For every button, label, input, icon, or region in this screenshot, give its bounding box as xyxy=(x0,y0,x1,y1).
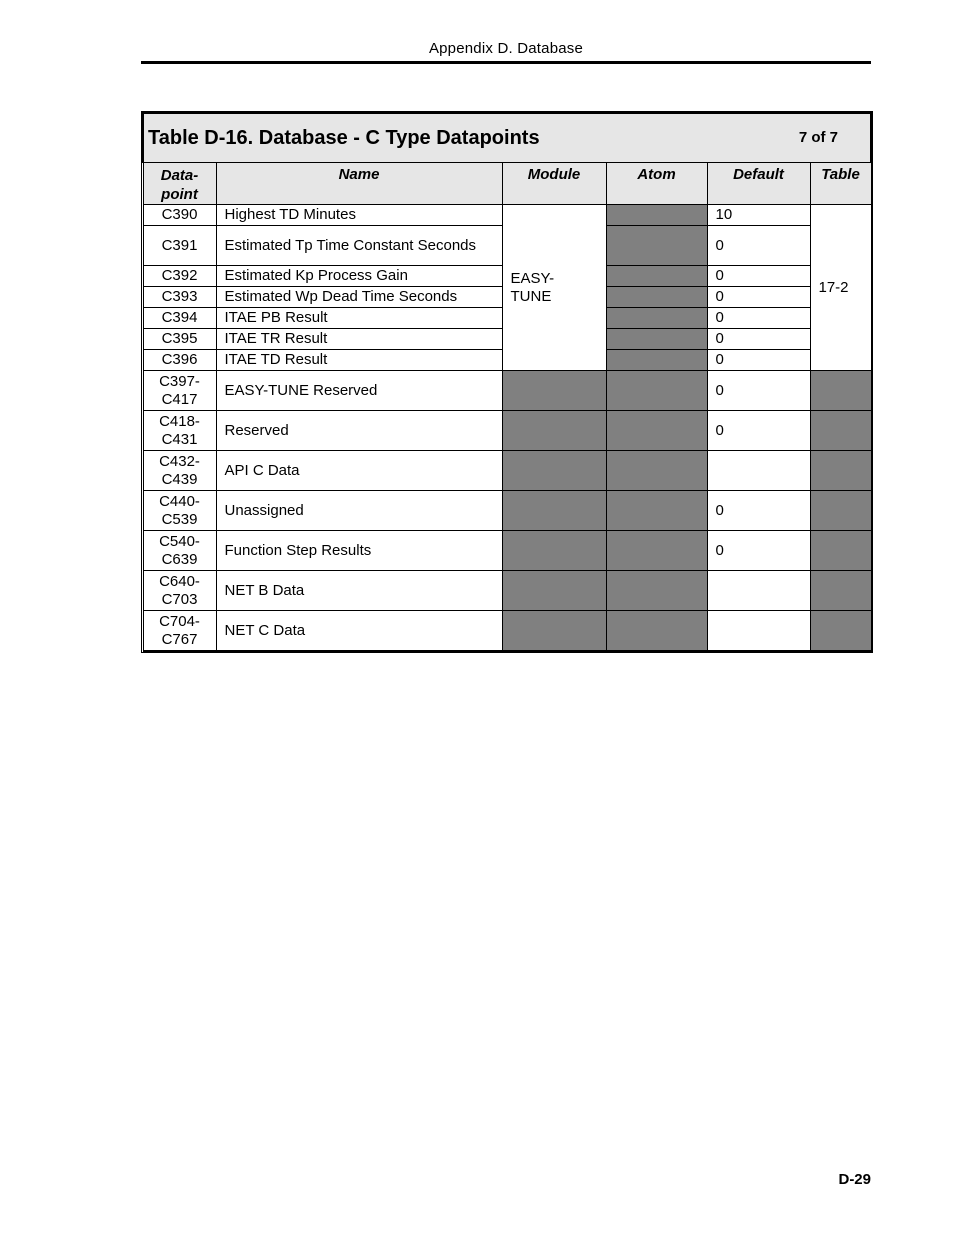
table-cell-shaded xyxy=(810,531,871,571)
name-cell: EASY-TUNE Reserved xyxy=(216,371,502,411)
name-cell: Estimated Kp Process Gain xyxy=(216,266,502,287)
name-cell: Estimated Tp Time Constant Seconds xyxy=(216,226,502,266)
default-cell: 0 xyxy=(707,371,810,411)
name-cell: Reserved xyxy=(216,411,502,451)
datapoint-cell: C394 xyxy=(143,308,216,329)
header-atom: Atom xyxy=(606,163,707,205)
default-cell: 0 xyxy=(707,411,810,451)
datapoint-cell: C540- C639 xyxy=(143,531,216,571)
atom-cell-shaded xyxy=(606,451,707,491)
table-cell-shaded xyxy=(810,371,871,411)
default-cell xyxy=(707,611,810,652)
datapoint-cell: C640- C703 xyxy=(143,571,216,611)
table-row xyxy=(143,491,871,531)
name-cell: API C Data xyxy=(216,451,502,491)
header-datapoint: Data- point xyxy=(143,163,216,205)
atom-cell-shaded xyxy=(606,329,707,350)
datapoint-cell: C704- C767 xyxy=(143,611,216,652)
name-cell: Unassigned xyxy=(216,491,502,531)
table-cell-shaded xyxy=(810,571,871,611)
module-cell-shaded xyxy=(502,491,606,531)
module-cell-shaded xyxy=(502,611,606,652)
table-title: Table D-16. Database - C Type Datapoints xyxy=(148,127,540,149)
header-module: Module xyxy=(502,163,606,205)
module-cell-shaded xyxy=(502,451,606,491)
default-cell: 0 xyxy=(707,226,810,266)
default-cell xyxy=(707,451,810,491)
table-row xyxy=(143,451,871,491)
header-name: Name xyxy=(216,163,502,205)
name-cell: Estimated Wp Dead Time Seconds xyxy=(216,287,502,308)
name-cell: NET C Data xyxy=(216,611,502,652)
atom-cell-shaded xyxy=(606,611,707,652)
module-cell-shaded xyxy=(502,371,606,411)
datapoint-cell: C392 xyxy=(143,266,216,287)
module-cell-shaded xyxy=(502,571,606,611)
header-rule xyxy=(141,61,871,64)
datapoint-cell: C397- C417 xyxy=(143,371,216,411)
atom-cell-shaded xyxy=(606,411,707,451)
atom-cell-shaded xyxy=(606,571,707,611)
datapoint-table xyxy=(141,111,873,653)
default-cell: 0 xyxy=(707,266,810,287)
table-cell-shaded xyxy=(810,611,871,652)
default-cell: 0 xyxy=(707,329,810,350)
datapoint-cell: C393 xyxy=(143,287,216,308)
datapoint-cell: C395 xyxy=(143,329,216,350)
module-cell-shaded xyxy=(502,531,606,571)
name-cell: Highest TD Minutes xyxy=(216,205,502,226)
datapoint-cell: C391 xyxy=(143,226,216,266)
name-cell: ITAE PB Result xyxy=(216,308,502,329)
table-cell-shaded xyxy=(810,491,871,531)
default-cell xyxy=(707,571,810,611)
atom-cell-shaded xyxy=(606,350,707,371)
default-cell: 0 xyxy=(707,308,810,329)
default-cell: 0 xyxy=(707,491,810,531)
table-ref-cell: 17-2 xyxy=(810,205,871,371)
atom-cell-shaded xyxy=(606,308,707,329)
table-page-indicator: 7 of 7 xyxy=(798,129,839,146)
table-row xyxy=(143,411,871,451)
page-number: D-29 xyxy=(838,1171,871,1188)
atom-cell-shaded xyxy=(606,531,707,571)
table-row xyxy=(143,611,871,652)
module-cell-easy-tune: EASY- TUNE xyxy=(502,205,606,371)
table-title-cell xyxy=(143,113,871,163)
table-cell-shaded xyxy=(810,451,871,491)
datapoint-cell: C440- C539 xyxy=(143,491,216,531)
datapoint-cell: C396 xyxy=(143,350,216,371)
atom-cell-shaded xyxy=(606,287,707,308)
datapoint-cell: C390 xyxy=(143,205,216,226)
name-cell: ITAE TD Result xyxy=(216,350,502,371)
datapoint-cell: C432- C439 xyxy=(143,451,216,491)
default-cell: 0 xyxy=(707,531,810,571)
running-header: Appendix D. Database xyxy=(428,40,584,57)
name-cell: Function Step Results xyxy=(216,531,502,571)
header-table: Table xyxy=(810,163,871,205)
header-default: Default xyxy=(707,163,810,205)
atom-cell-shaded xyxy=(606,205,707,226)
table-row xyxy=(143,571,871,611)
default-cell: 10 xyxy=(707,205,810,226)
atom-cell-shaded xyxy=(606,226,707,266)
datapoint-cell: C418- C431 xyxy=(143,411,216,451)
name-cell: ITAE TR Result xyxy=(216,329,502,350)
atom-cell-shaded xyxy=(606,491,707,531)
table-row xyxy=(143,371,871,411)
atom-cell-shaded xyxy=(606,266,707,287)
name-cell: NET B Data xyxy=(216,571,502,611)
table-row xyxy=(143,531,871,571)
module-cell-shaded xyxy=(502,411,606,451)
table-cell-shaded xyxy=(810,411,871,451)
atom-cell-shaded xyxy=(606,371,707,411)
default-cell: 0 xyxy=(707,350,810,371)
table-row xyxy=(143,205,871,226)
default-cell: 0 xyxy=(707,287,810,308)
